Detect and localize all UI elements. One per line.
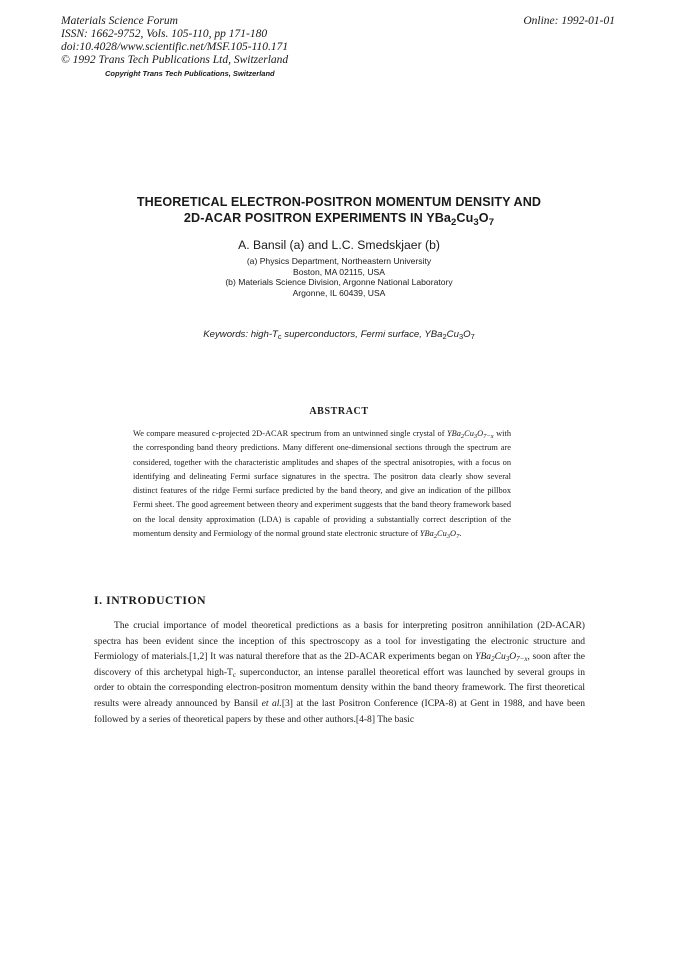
title-line-1: THEORETICAL ELECTRON-POSITRON MOMENTUM DENSITY AND: [136, 195, 542, 209]
formula-sub: 2: [491, 655, 495, 664]
keywords-sub: 7: [470, 332, 475, 341]
intro-part: [3] at the last Positron Conference (ICPA-8) at Gent in 1988, and have been followed by a series of theoretical papers by these and other authors.[4-8] The basic: [94, 697, 585, 725]
page-header: [61, 15, 621, 78]
abstract-part: .: [459, 529, 462, 539]
formula-part: Cu: [494, 651, 506, 663]
section-heading: I. INTRODUCTION: [94, 594, 207, 607]
title-sub: 2: [451, 217, 457, 228]
affiliation-line: (b) Materials Science Division, Argonne National Laboratory: [225, 277, 453, 288]
intro-part: The crucial importance of model theoretical predictions as a basis for interpreting positron annihilation (2D-ACAR) spectra has been evident since the inception of this spectroscopy as a tool for investigating the electronic structure and Fermiology of materials.[1,2] It was natural therefore that as the 2D-ACAR experiments began on: [94, 620, 585, 663]
abstract-text: [133, 427, 511, 541]
title-line-2-text: 2D-ACAR POSITRON EXPERIMENTS IN YBa: [183, 211, 451, 225]
paper-title: [60, 194, 618, 226]
keywords-sub: c: [277, 332, 282, 341]
formula-part: O: [450, 529, 457, 539]
keywords-middle: superconductors, Fermi surface, YBa: [281, 329, 443, 340]
formula-sub: 3: [473, 433, 478, 440]
formula-sub: 2: [433, 533, 438, 541]
title-o: O: [478, 211, 489, 225]
formula-sub: 3: [505, 655, 510, 664]
formula-sub: 3: [446, 533, 451, 541]
formula-part: O: [477, 429, 484, 438]
formula-part: YBa: [446, 429, 461, 438]
affiliation-line: Boston, MA 02115, USA: [292, 266, 386, 277]
formula-part: YBa: [419, 529, 434, 539]
title-line-2: [60, 210, 618, 226]
keywords-line: [60, 329, 618, 340]
intro-part: superconductor, an intense parallel theoretical effort was launched by several groups in order to obtain the corresponding electron-positron momentum density within the band theory framework. The first theoretical results were already announced by Bansil: [94, 666, 585, 709]
formula-part: O: [509, 651, 517, 663]
title-sub: 3: [473, 217, 479, 228]
abstract-heading: ABSTRACT: [309, 406, 369, 417]
keywords-cu: Cu: [446, 329, 459, 340]
formula-sub: 2: [460, 433, 465, 440]
formula-sub: 7: [456, 533, 460, 541]
keywords-sub: 2: [442, 332, 447, 341]
intro-formula: [475, 651, 527, 662]
publisher-line: © 1992 Trans Tech Publications Ltd, Switzerland: [61, 54, 289, 66]
title-cu: Cu: [456, 211, 474, 225]
abstract-part: We compare measured c-projected 2D-ACAR spectrum from an untwinned single crystal of: [133, 429, 447, 438]
copyright-line: Copyright Trans Tech Publications, Switzerland: [105, 69, 275, 78]
formula-sub: 7−x: [483, 433, 494, 440]
online-date: Online: 1992-01-01: [523, 15, 615, 27]
formula-part: YBa: [475, 651, 492, 663]
abstract-formula: [419, 529, 462, 541]
formula-part: Cu: [437, 529, 447, 539]
title-sub: 7: [488, 217, 495, 228]
intro-part: , soon after the discovery of this archetypal high-T: [94, 651, 585, 678]
formula-part: Cu: [464, 429, 474, 438]
affiliation-line: (a) Physics Department, Northeastern University: [246, 256, 432, 266]
abstract-part: with the corresponding band theory predictions. Many different one-dimensional sections through the spectrum are considered, together with the characteristic amplitudes and shapes of the spectral anisotropies, with a focus on identifying and delineating Fermi surface signatures in the spectra. The positron data clearly show several distinct features of the ridge Fermi surface predicted by the band theory, and give an indication of the pillbox Fermi sheet. The good agreement between theory and experiment suggests that the band theory framework based on the local density approximation (LDA) is capable of providing a substantially correct description of the momentum density and Fermiology of the normal ground state electronic structure of: [133, 429, 511, 539]
et-al: et al.: [261, 697, 282, 709]
formula-sub: 7−x: [516, 655, 528, 664]
affiliation-line: Argonne, IL 60439, USA: [292, 287, 386, 298]
doi-link[interactable]: doi:10.4028/www.scientific.net/MSF.105-110.171: [61, 41, 289, 53]
keywords-o: O: [463, 329, 471, 340]
keywords-prefix: Keywords: high-T: [203, 329, 278, 340]
tc-sub: c: [232, 670, 236, 679]
issn-line: ISSN: 1662-9752, Vols. 105-110, pp 171-180: [61, 28, 268, 40]
abstract-formula: [447, 429, 494, 438]
authors-line: A. Bansil (a) and L.C. Smedskjaer (b): [238, 238, 440, 252]
introduction-paragraph: [94, 618, 585, 727]
journal-name: Materials Science Forum: [61, 15, 178, 27]
keywords-sub: 3: [458, 332, 464, 341]
affiliations: [60, 256, 618, 298]
